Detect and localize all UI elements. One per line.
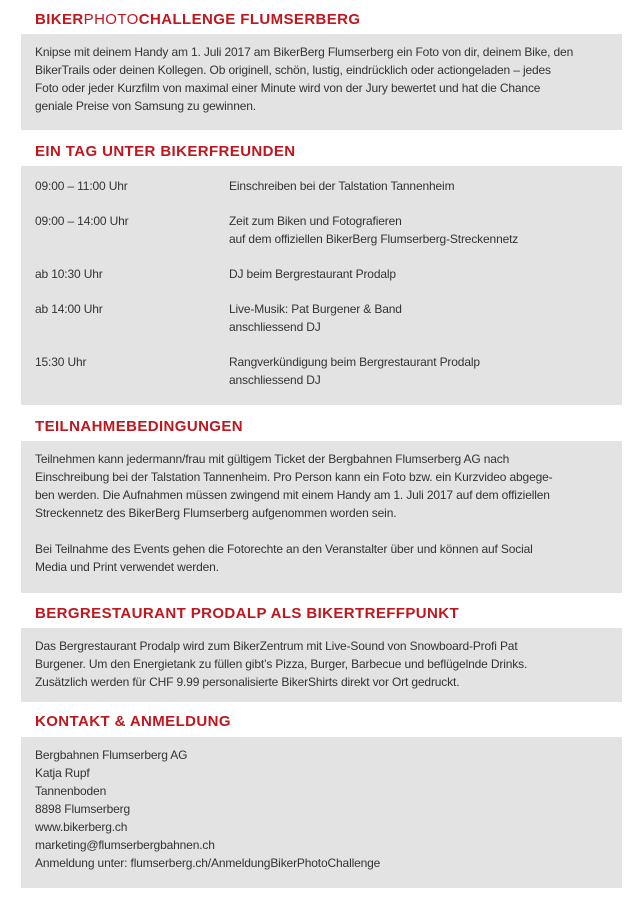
schedule-time: 09:00 – 14:00 Uhr	[35, 214, 129, 228]
restaurant-line: Zusätzlich werden für CHF 9.99 personalisierte BikerShirts direkt vor Ort gedruckt.	[35, 675, 460, 689]
contact-street: Tannenboden	[35, 784, 107, 798]
restaurant-line: Burgener. Um den Energietank zu füllen gibt’s Pizza, Burger, Barbecue und beflügelnde Drinks.	[35, 657, 528, 671]
schedule-desc: DJ beim Bergrestaurant Prodalp	[229, 267, 396, 281]
challenge-line: Knipse mit deinem Handy am 1. Juli 2017 am BikerBerg Flumserberg ein Foto von dir, deinem Bike, den	[35, 45, 574, 59]
schedule-desc: anschliessend DJ	[229, 320, 321, 334]
conditions-box	[21, 441, 622, 593]
schedule-desc: auf dem offiziellen BikerBerg Flumserberg-Streckennetz	[229, 232, 519, 246]
contact-company: Bergbahnen Flumserberg AG	[35, 748, 188, 762]
restaurant-line: Das Bergrestaurant Prodalp wird zum BikerZentrum mit Live-Sound von Snowboard-Profi Pat	[35, 639, 518, 653]
conditions-line: Bei Teilnahme des Events gehen die Fotorechte an den Veranstalter über und können auf Social	[35, 542, 533, 556]
schedule-time: 15:30 Uhr	[35, 355, 87, 369]
schedule-time: ab 10:30 Uhr	[35, 267, 103, 281]
challenge-line: BikerTrails oder deinen Kollegen. Ob originell, schön, lustig, eindrücklich oder actiongeladen – jedes	[35, 63, 551, 77]
schedule-desc: Live-Musik: Pat Burgener & Band	[229, 302, 402, 316]
challenge-box	[21, 34, 622, 130]
title-part: PHOTO	[83, 11, 139, 28]
conditions-line: Media und Print verwendet werden.	[35, 560, 219, 574]
schedule-row	[35, 212, 608, 248]
schedule-desc: anschliessend DJ	[229, 373, 321, 387]
registration-link[interactable]: Anmeldung unter: flumserberg.ch/AnmeldungBikerPhotoChallenge	[35, 856, 381, 870]
contact-person: Katja Rupf	[35, 766, 90, 780]
challenge-line: Foto oder jeder Kurzfilm von maximal einer Minute wird von der Jury bewertet und hat die Chance	[35, 81, 541, 95]
schedule-title: EIN TAG UNTER BIKERFREUNDEN	[35, 143, 296, 160]
schedule-row	[35, 177, 608, 195]
website-link[interactable]: www.bikerberg.ch	[35, 820, 128, 834]
schedule-box	[21, 166, 622, 405]
conditions-line: Streckennetz des BikerBerg Flumserberg aufgenommen worden sein.	[35, 506, 397, 520]
conditions-line: ben werden. Die Aufnahmen müssen zwingend mit einem Handy am 1. Juli 2017 auf dem offiziellen	[35, 488, 550, 502]
title-part: BIKER	[35, 11, 84, 28]
schedule-row	[35, 300, 608, 336]
email-link[interactable]: marketing@flumserbergbahnen.ch	[35, 838, 215, 852]
restaurant-box	[21, 628, 622, 702]
schedule-desc: Rangverkündigung beim Bergrestaurant Prodalp	[229, 355, 480, 369]
schedule-time: ab 14:00 Uhr	[35, 302, 103, 316]
conditions-title: TEILNAHMEBEDINGUNGEN	[35, 418, 244, 435]
contact-box	[21, 737, 622, 888]
schedule-row	[35, 353, 608, 389]
schedule-row	[35, 265, 608, 283]
schedule-time: 09:00 – 11:00 Uhr	[35, 179, 128, 193]
challenge-title	[35, 11, 360, 28]
contact-city: 8898 Flumserberg	[35, 802, 130, 816]
challenge-line: geniale Preise von Samsung zu gewinnen.	[35, 99, 256, 113]
schedule-desc: Zeit zum Biken und Fotografieren	[229, 214, 402, 228]
title-part: CHALLENGE FLUMSERBERG	[138, 11, 361, 28]
restaurant-title: BERGRESTAURANT PRODALP ALS BIKERTREFFPUNKT	[35, 605, 460, 622]
contact-title: KONTAKT & ANMELDUNG	[35, 713, 231, 730]
conditions-line: Einschreibung bei der Talstation Tannenheim. Pro Person kann ein Foto bzw. ein Kurzvideo abgege-	[35, 470, 553, 484]
conditions-line: Teilnehmen kann jedermann/frau mit gültigem Ticket der Bergbahnen Flumserberg AG nach	[35, 452, 510, 466]
schedule-desc: Einschreiben bei der Talstation Tannenheim	[229, 179, 455, 193]
